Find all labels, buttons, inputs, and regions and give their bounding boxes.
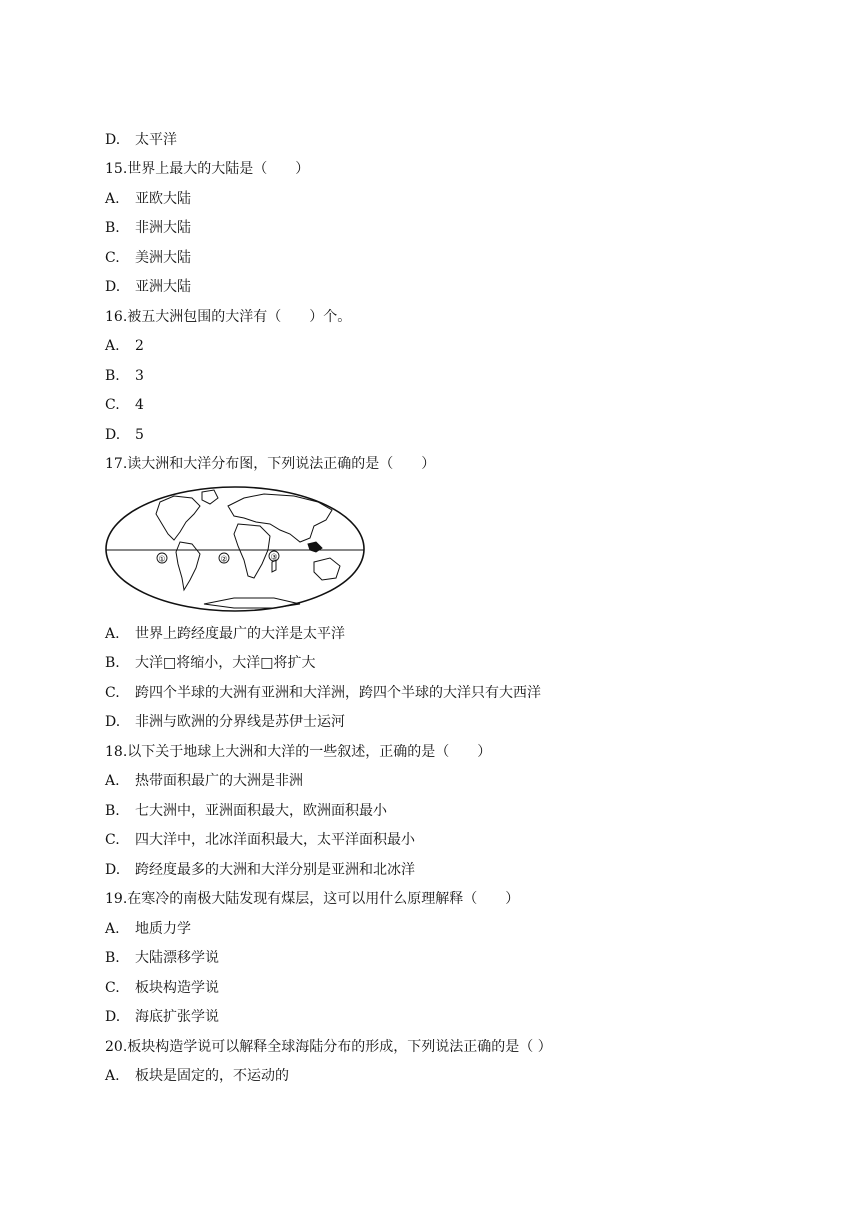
option-letter: A. bbox=[105, 773, 120, 789]
option-text: 七大洲中，亚洲面积最大，欧洲面积最小 bbox=[135, 803, 387, 819]
continent-antarctica bbox=[204, 598, 300, 608]
option-text: 亚欧大陆 bbox=[135, 191, 191, 207]
option-text: 大陆漂移学说 bbox=[135, 950, 219, 966]
option-line bbox=[105, 426, 144, 444]
option-text: 亚洲大陆 bbox=[135, 279, 191, 295]
option-line bbox=[105, 131, 177, 149]
option-line bbox=[105, 684, 541, 702]
option-text: 非洲大陆 bbox=[135, 220, 191, 236]
continent-eurasia bbox=[228, 494, 332, 542]
continent-greenland bbox=[202, 490, 218, 504]
option-text: 太平洋 bbox=[135, 132, 177, 148]
option-line bbox=[105, 831, 415, 849]
option-text: 热带面积最广的大洲是非洲 bbox=[135, 773, 303, 789]
option-letter: C. bbox=[105, 832, 120, 848]
option-line bbox=[105, 920, 191, 938]
option-letter: B. bbox=[105, 803, 120, 819]
option-text: 世界上跨经度最广的大洋是太平洋 bbox=[135, 626, 345, 642]
option-letter: D. bbox=[105, 132, 121, 148]
option-letter: B. bbox=[105, 368, 120, 384]
option-text: 跨四个半球的大洲有亚洲和大洋洲，跨四个半球的大洋只有大西洋 bbox=[135, 685, 541, 701]
option-line bbox=[105, 396, 144, 414]
option-line bbox=[105, 713, 345, 731]
continent-north-america bbox=[156, 496, 200, 540]
option-text: 四大洋中，北冰洋面积最大，太平洋面积最小 bbox=[135, 832, 415, 848]
continent-south-america bbox=[176, 542, 200, 590]
option-letter: D. bbox=[105, 714, 121, 730]
option-letter: A. bbox=[105, 191, 120, 207]
option-line bbox=[105, 772, 303, 790]
option-letter: B. bbox=[105, 655, 120, 671]
option-line bbox=[105, 367, 144, 385]
option-letter: D. bbox=[105, 279, 121, 295]
option-text: 板块构造学说 bbox=[135, 980, 219, 996]
option-text: 板块是固定的，不运动的 bbox=[135, 1068, 289, 1084]
option-letter: A. bbox=[105, 921, 120, 937]
option-letter: D. bbox=[105, 1009, 121, 1025]
option-text: 大洋□将缩小，大洋□将扩大 bbox=[135, 655, 316, 671]
option-text: 跨经度最多的大洲和大洋分别是亚洲和北冰洋 bbox=[135, 862, 415, 878]
option-text: 地质力学 bbox=[135, 921, 191, 937]
option-line bbox=[105, 337, 144, 355]
option-letter: A. bbox=[105, 1068, 120, 1084]
ocean-label-2: ② bbox=[220, 554, 228, 564]
question-16: 16.被五大洲包围的大洋有（ ）个。 bbox=[105, 309, 352, 325]
question-20: 20.板块构造学说可以解释全球海陆分布的形成，下列说法正确的是（ ） bbox=[105, 1039, 552, 1055]
option-text: 3 bbox=[135, 368, 144, 384]
option-line bbox=[105, 861, 415, 879]
option-letter: A. bbox=[105, 626, 120, 642]
option-letter: C. bbox=[105, 397, 120, 413]
island-madagascar bbox=[272, 560, 276, 572]
question-19: 19.在寒冷的南极大陆发现有煤层，这可以用什么原理解释（ ） bbox=[105, 891, 520, 907]
option-text: 5 bbox=[135, 427, 144, 443]
option-line bbox=[105, 949, 219, 967]
option-text: 美洲大陆 bbox=[135, 250, 191, 266]
option-letter: C. bbox=[105, 250, 120, 266]
option-text: 非洲与欧洲的分界线是苏伊士运河 bbox=[135, 714, 345, 730]
option-line bbox=[105, 625, 345, 643]
option-line bbox=[105, 249, 191, 267]
option-letter: C. bbox=[105, 980, 120, 996]
option-line bbox=[105, 190, 191, 208]
ocean-label-3: ③ bbox=[270, 552, 278, 562]
world-map-figure bbox=[104, 484, 366, 614]
option-text: 2 bbox=[135, 338, 144, 354]
option-line bbox=[105, 1008, 219, 1026]
option-text: 4 bbox=[135, 397, 144, 413]
question-17: 17.读大洲和大洋分布图，下列说法正确的是（ ） bbox=[105, 456, 436, 472]
option-letter: B. bbox=[105, 950, 120, 966]
option-letter: D. bbox=[105, 427, 121, 443]
option-line bbox=[105, 1067, 289, 1085]
option-line bbox=[105, 278, 191, 296]
option-letter: C. bbox=[105, 685, 120, 701]
question-18: 18.以下关于地球上大洲和大洋的一些叙述，正确的是（ ） bbox=[105, 744, 492, 760]
option-letter: D. bbox=[105, 862, 121, 878]
option-text: 海底扩张学说 bbox=[135, 1009, 219, 1025]
continent-africa bbox=[234, 524, 270, 578]
option-line bbox=[105, 802, 387, 820]
option-line bbox=[105, 979, 219, 997]
option-line bbox=[105, 219, 191, 237]
option-letter: A. bbox=[105, 338, 120, 354]
option-line bbox=[105, 654, 315, 672]
ocean-label-1: ① bbox=[158, 554, 166, 564]
continent-australia bbox=[314, 558, 340, 580]
question-15: 15.世界上最大的大陆是（ ） bbox=[105, 161, 310, 177]
option-letter: B. bbox=[105, 220, 120, 236]
